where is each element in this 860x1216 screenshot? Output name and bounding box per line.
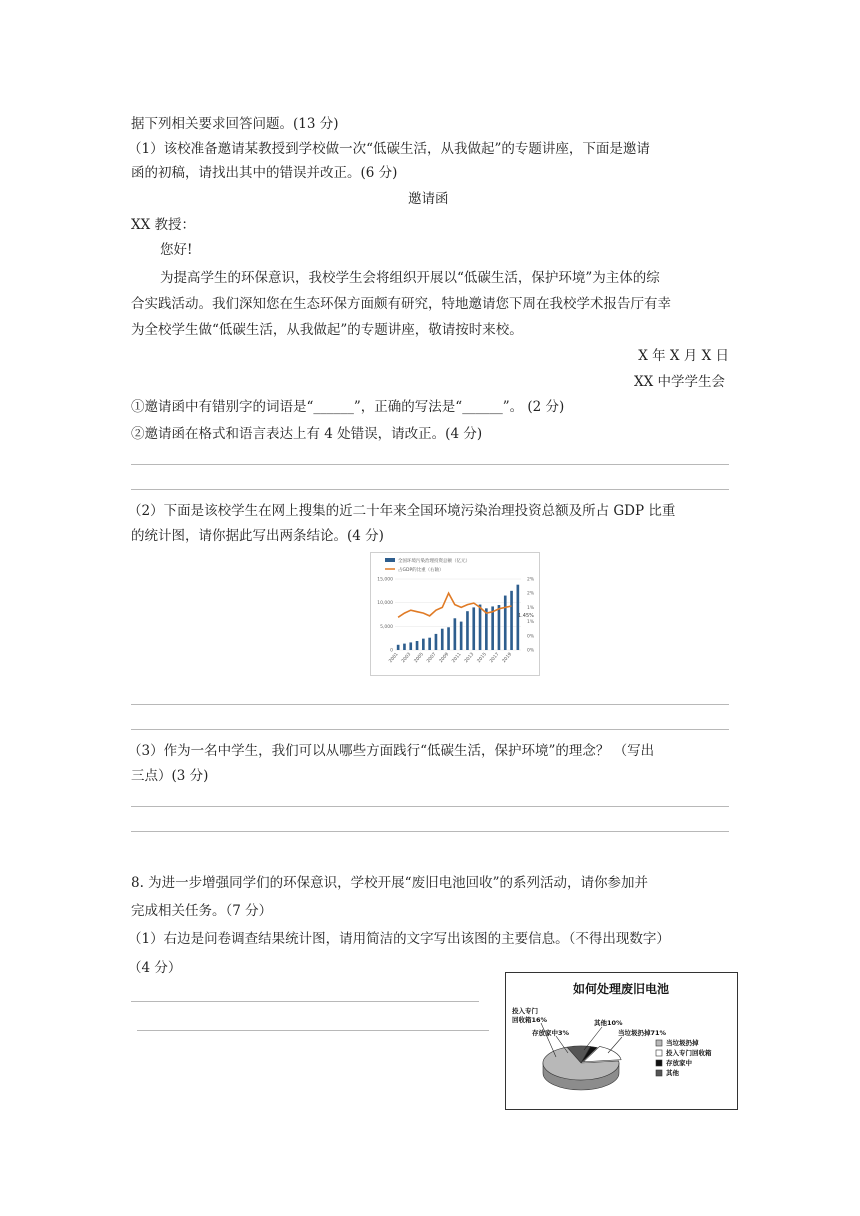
letter-title: 邀请函	[408, 191, 449, 207]
investment-bar	[428, 638, 431, 650]
investment-bar	[498, 605, 501, 650]
x-tick-label: 2003	[401, 652, 413, 665]
legend-line-label: 占GDP的比重（右轴）	[398, 568, 444, 573]
answer-line	[131, 489, 729, 490]
gdp-share-annotation: 1.45%	[518, 612, 534, 619]
investment-bar	[491, 606, 494, 650]
gdp-share-line	[398, 593, 511, 617]
q2-line1: （2）下面是该校学生在网上搜集的近二十年来全国环境污染治理投资总额及所占 GDP 比重	[128, 503, 676, 519]
q8-1-line2: （4 分）	[128, 960, 182, 976]
x-tick-label: 2007	[426, 652, 438, 665]
callout-recycle-box-2: 回收箱16%	[512, 1016, 548, 1024]
legend-bar-label: 全国环境污染治理投资总额（亿元）	[398, 559, 470, 564]
q3-line1: （3）作为一名中学生，我们可以从哪些方面践行“低碳生活，保护环境”的理念？ （写出	[128, 743, 655, 759]
legend-label: 存放家中	[666, 1059, 692, 1067]
q8-1-line1: （1）右边是问卷调查结果统计图，请用简洁的文字写出该图的主要信息。（不得出现数字）	[128, 931, 670, 947]
investment-bar	[409, 642, 412, 650]
y2-tick-label: 2%	[527, 577, 535, 583]
q1-line2: 函的初稿，请找出其中的错误并改正。(6 分)	[131, 165, 398, 181]
y-tick-label: 0	[390, 648, 393, 654]
investment-bar	[472, 607, 475, 650]
y2-tick-label: 1%	[527, 620, 535, 626]
letter-body-3: 为全校学生做“低碳生活，从我做起”的专题讲座，敬请按时来校。	[131, 322, 523, 338]
callout-store-home: 存放家中3%	[532, 1029, 570, 1037]
battery-pie-svg	[506, 973, 737, 1109]
investment-bar	[441, 629, 444, 650]
legend-swatch	[656, 1040, 662, 1046]
q8-line1: 8. 为进一步增强同学们的环保意识，学校开展“废旧电池回收”的系列活动，请你参加并	[131, 875, 648, 891]
x-tick-label: 2001	[388, 652, 400, 665]
x-tick-label: 2011	[451, 652, 463, 665]
q1-line1: （1）该校准备邀请某教授到学校做一次“低碳生活，从我做起”的专题讲座，下面是邀请	[128, 141, 650, 157]
investment-bar	[479, 605, 482, 650]
y-tick-label: 10,000	[377, 601, 393, 607]
answer-line	[131, 704, 729, 705]
y2-tick-label: 0%	[527, 634, 535, 640]
legend-swatch	[656, 1050, 662, 1056]
answer-line	[131, 729, 729, 730]
answer-line	[131, 464, 729, 465]
x-tick-label: 2015	[476, 652, 488, 665]
answer-line	[137, 1030, 489, 1031]
answer-line	[131, 831, 729, 832]
callout-leader-trash	[608, 1037, 622, 1053]
investment-chart	[370, 552, 540, 676]
investment-bar	[504, 596, 507, 650]
x-tick-label: 2009	[438, 652, 451, 665]
y-tick-label: 15,000	[377, 577, 393, 583]
y2-tick-label: 0%	[527, 648, 535, 654]
callout-recycle-box-1: 投入专门	[512, 1007, 538, 1015]
pie-title: 如何处理废旧电池	[572, 982, 670, 996]
investment-bar	[403, 644, 406, 650]
investment-bar	[435, 634, 438, 650]
letter-date: X 年 X 月 X 日	[638, 348, 729, 364]
q3-line2: 三点）(3 分)	[131, 768, 209, 784]
investment-bar	[397, 645, 400, 650]
legend-label: 其他	[666, 1069, 679, 1077]
sub-question-2: ②邀请函在格式和语言表达上有 4 处错误，请改正。(4 分)	[131, 426, 483, 442]
x-tick-label: 2013	[464, 652, 476, 665]
callout-trash: 当垃圾扔掉71%	[618, 1029, 667, 1037]
legend-label: 当垃圾扔掉	[666, 1039, 699, 1047]
q2-line2: 的统计图，请你据此写出两条结论。(4 分)	[131, 528, 384, 544]
letter-greeting: 您好!	[160, 242, 193, 258]
legend-label: 投入专门回收箱	[666, 1049, 712, 1057]
letter-signer: XX 中学学生会	[633, 374, 725, 390]
intro-text: 据下列相关要求回答问题。(13 分)	[131, 116, 339, 132]
investment-bar	[454, 618, 457, 650]
letter-body-1: 为提高学生的环保意识，我校学生会将组织开展以“低碳生活，保护环境”为主体的综	[160, 270, 660, 286]
letter-body-2: 合实践活动。我们深知您在生态环保方面颇有研究，特地邀请您下周在我校学术报告厅有幸	[131, 296, 671, 312]
y-tick-label: 5,000	[380, 624, 393, 630]
q8-line2: 完成相关任务。（7 分）	[131, 903, 273, 919]
legend-swatch	[656, 1060, 662, 1066]
x-tick-label: 2005	[413, 652, 425, 665]
sub-question-1: ①邀请函中有错别字的词语是“______”，正确的写法是“______”。 (2 分)	[131, 399, 565, 415]
x-tick-label: 2017	[489, 652, 501, 665]
y2-tick-label: 1%	[527, 605, 535, 611]
investment-bar	[510, 591, 513, 650]
callout-other: 其他10%	[594, 1019, 623, 1027]
legend-swatch	[656, 1070, 662, 1076]
investment-bar	[447, 627, 450, 650]
investment-bar	[466, 611, 469, 650]
investment-bar	[422, 639, 425, 650]
answer-line	[131, 806, 729, 807]
answer-line	[131, 1001, 479, 1002]
investment-chart-svg	[371, 553, 539, 675]
investment-bar	[485, 608, 488, 650]
letter-salutation: XX 教授：	[131, 217, 196, 233]
investment-bar	[416, 641, 419, 650]
investment-bar	[460, 622, 463, 650]
battery-pie-chart	[505, 972, 738, 1110]
y2-tick-label: 2%	[527, 591, 535, 597]
legend-bar-swatch	[385, 558, 395, 562]
x-tick-label: 2019	[501, 652, 514, 665]
